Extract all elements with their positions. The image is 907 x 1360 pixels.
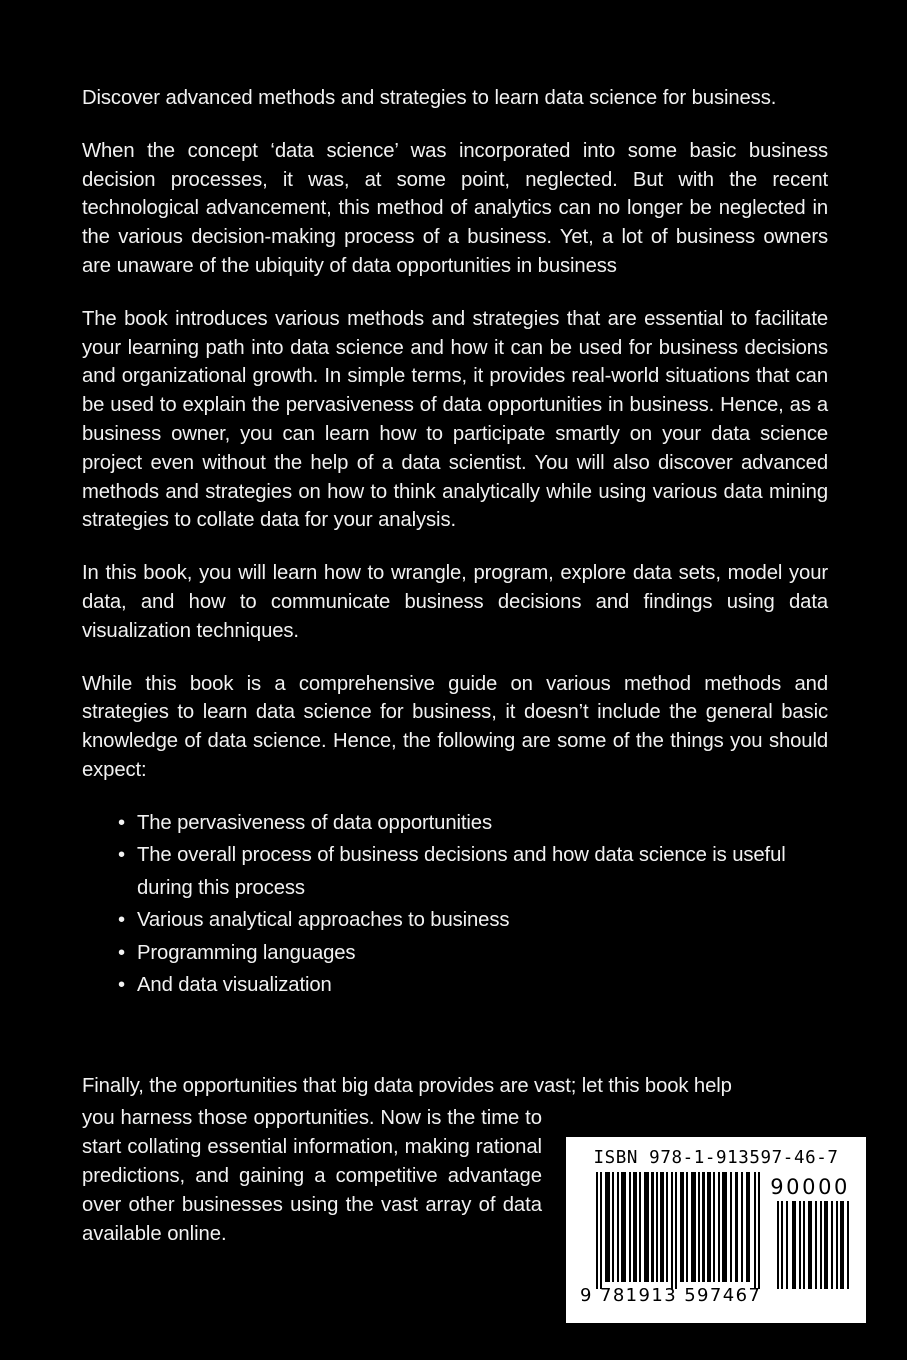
closing-paragraph-last-line: using the vast array of data available online. [82, 1193, 542, 1245]
bullet-icon: • [118, 844, 125, 867]
bullet-icon: • [118, 941, 125, 964]
closing-paragraph-first-line: Finally, the opportunities that big data provides are vast; let this book help [82, 1075, 732, 1097]
list-item [82, 839, 828, 904]
expectations-bullet-list [82, 807, 828, 1002]
addon-barcode-image [776, 1201, 850, 1289]
ean13-digits: 9 781913 597467 [580, 1285, 762, 1306]
closing-paragraph-text: you harness those opportunities. Now is the time to start collating essential information, making rational predictions, and gaining a competitive advantage over other businesses [82, 1107, 542, 1216]
blurb-paragraph-3: In this book, you will learn how to wrangle, program, explore data sets, model your data, and how to communicate business decisions and findings using data visualization techniques. [82, 562, 828, 642]
closing-paragraph-body [82, 1104, 542, 1249]
bullet-icon: • [118, 974, 125, 997]
blurb-text-column [82, 84, 828, 1026]
blurb-paragraph-4: While this book is a comprehensive guide on various method methods and strategies to learn data science for business, it doesn’t include the general basic knowledge of data science. Hence, the following are some of the things you should expect: [82, 672, 828, 781]
list-item [82, 937, 828, 970]
list-item [82, 969, 828, 1002]
list-item-label: Programming languages [137, 941, 356, 964]
blurb-paragraph-2: The book introduces various methods and strategies that are essential to facilitate your learning path into data science and how it can be used for business decisions and organizational growth. In simple terms, it provides real-world situations that can be used to explain the pervasiveness of data opportunities in business. Hence, as a business owner, you can learn how to participate smartly on your data science project even without the help of a data scientist. You will also discover advanced methods and strategies on how to think analytically while using various data mining strategies to collate data for your analysis. [82, 307, 828, 532]
isbn-label: ISBN 978-1-913597-46-7 [593, 1148, 839, 1168]
isbn-barcode-panel [566, 1137, 866, 1323]
blurb-paragraph-1: When the concept ‘data science’ was incorporated into some basic business decision processes, it was, at some point, neglected. But with the recent technological advancement, this method of analytics can no longer be neglected in the various decision-making process of a business. Yet, a lot of business owners are unaware of the ubiquity of data opportunities in business [82, 139, 828, 277]
bullet-icon: • [118, 909, 125, 932]
list-item-label: Various analytical approaches to business [137, 909, 510, 932]
ean13-barcode-image [594, 1172, 762, 1289]
bullet-icon: • [118, 811, 125, 834]
list-item-label: And data visualization [137, 974, 332, 997]
list-item [82, 807, 828, 840]
list-item-label: The overall process of business decisions and how data science is useful during this process [137, 844, 786, 899]
list-item-label: The pervasiveness of data opportunities [137, 811, 492, 834]
list-item [82, 904, 828, 937]
addon-price-code: 90000 [770, 1175, 850, 1199]
tagline-paragraph: Discover advanced methods and strategies to learn data science for business. [82, 87, 777, 109]
